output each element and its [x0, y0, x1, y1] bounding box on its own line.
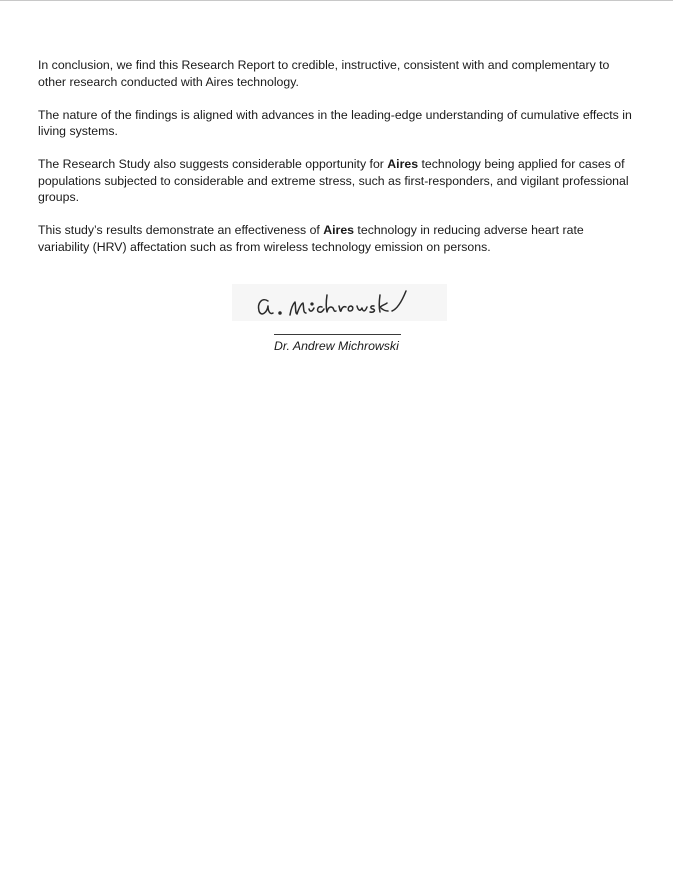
paragraph-text: The nature of the findings is aligned with advances in the leading-edge understanding of cumulative effects in living systems.	[38, 107, 632, 138]
paragraph-text: In conclusion, we find this Research Report to credible, instructive, consistent with and complementary to other research conducted with Aires technology.	[38, 58, 610, 89]
paragraph-text: technology being applied for cases of populations subjected to considerable and extreme stress, such as first-responders, and vigilant professional groups.	[38, 157, 629, 204]
paragraph-text: This study’s results demonstrate an effectiveness of	[38, 223, 324, 237]
page-top-border	[0, 0, 673, 1]
document-body	[38, 57, 638, 272]
paragraph-results	[38, 222, 638, 255]
signature-icon	[254, 287, 424, 319]
paragraph-conclusion	[38, 57, 638, 90]
paragraph-findings	[38, 107, 638, 140]
handwritten-signature	[232, 284, 447, 321]
signature-block	[232, 284, 452, 364]
brand-name-bold: Aires	[323, 223, 355, 237]
paragraph-text: The Research Study also suggests considerable opportunity for	[38, 157, 388, 171]
brand-name-bold: Aires	[387, 157, 419, 171]
signer-name: Dr. Andrew Michrowski	[274, 339, 399, 353]
paragraph-opportunity	[38, 156, 638, 206]
signature-line	[274, 334, 401, 335]
paragraph-text: technology in reducing adverse heart rate variability (HRV) affectation such as from wireless technology emission on persons.	[38, 223, 584, 254]
